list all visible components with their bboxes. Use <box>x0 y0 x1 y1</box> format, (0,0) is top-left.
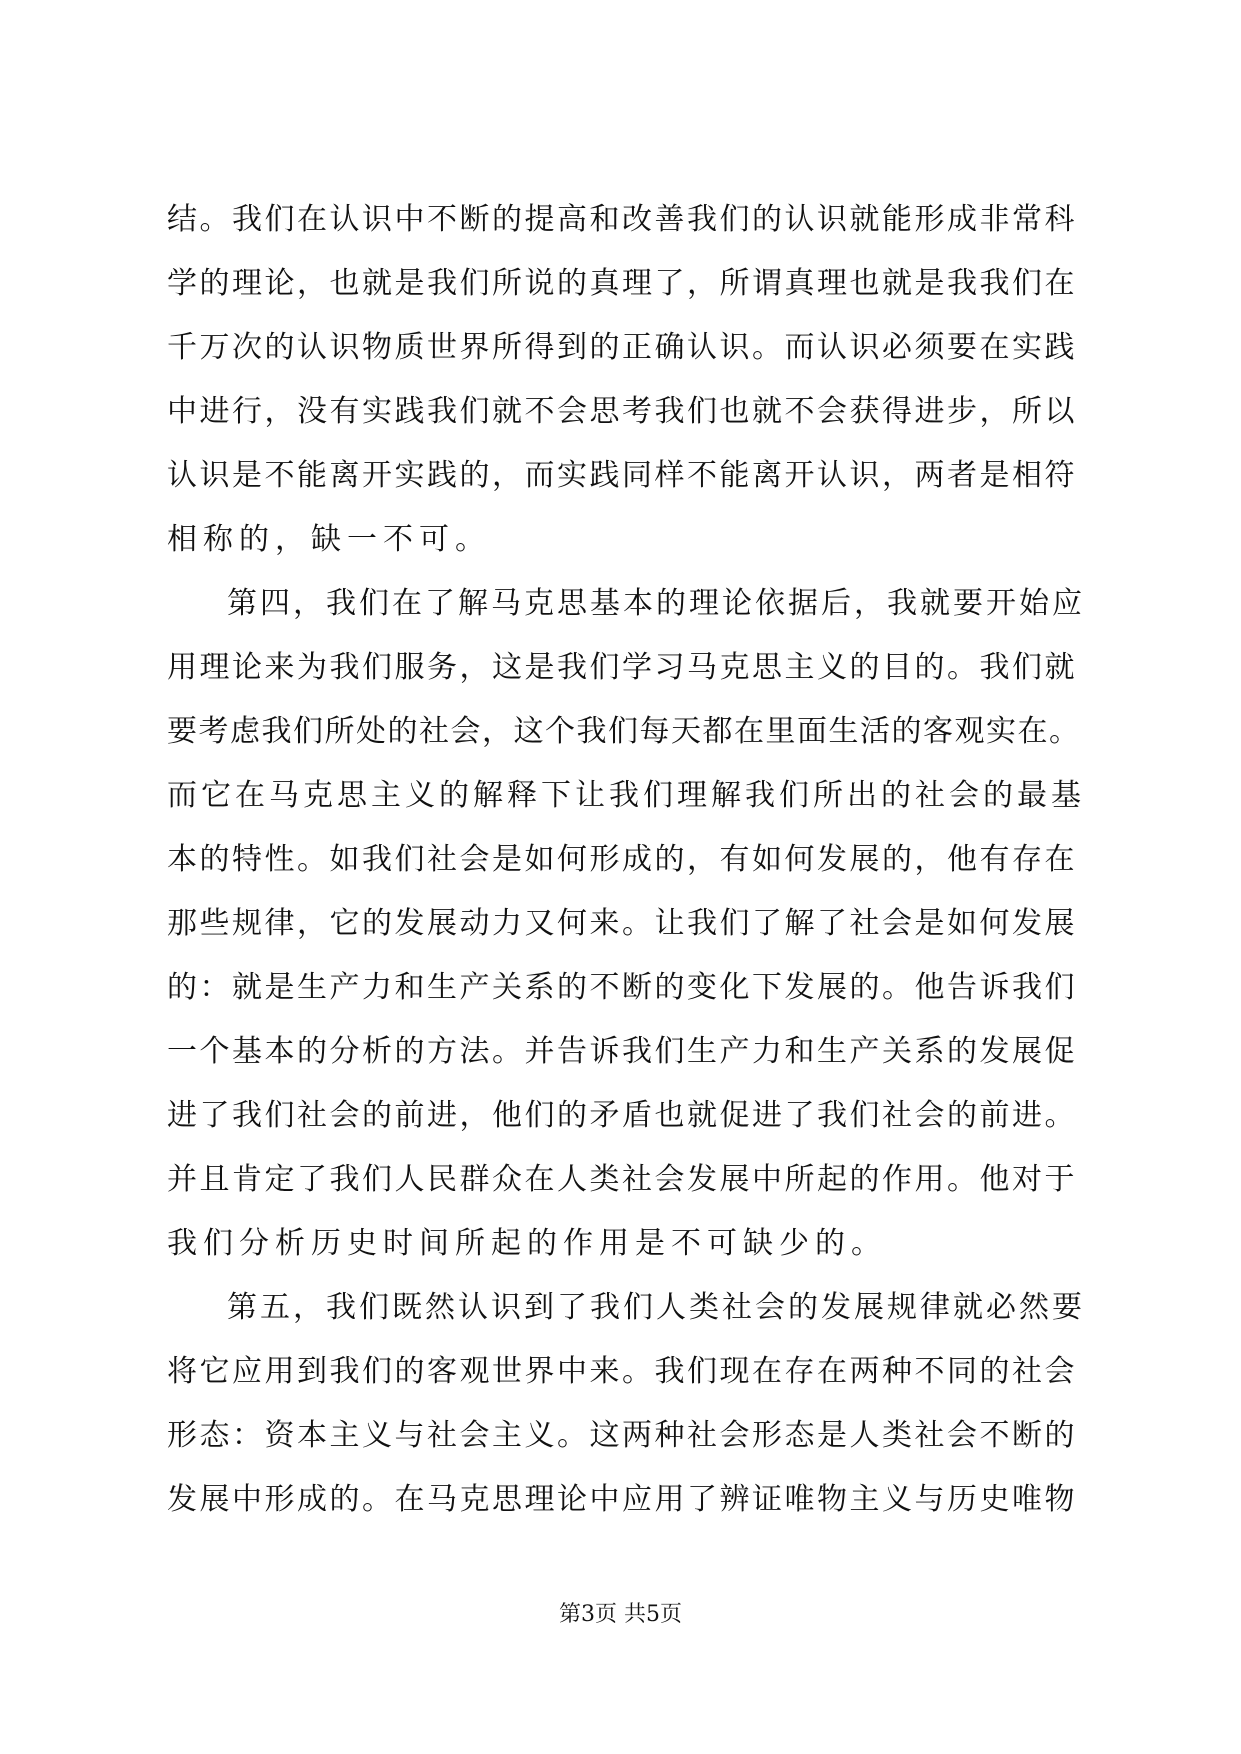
body-text-line: 本的特性。如我们社会是如何形成的，有如何发展的，他有存在 <box>167 842 1077 877</box>
body-text-line: 并且肯定了我们人民群众在人类社会发展中所起的作用。他对于 <box>167 1162 1077 1197</box>
body-text-line: 将它应用到我们的客观世界中来。我们现在存在两种不同的社会 <box>167 1354 1077 1389</box>
body-text-line: 相称的，缺一不可。 <box>167 522 491 557</box>
body-text-line: 结。我们在认识中不断的提高和改善我们的认识就能形成非常科 <box>167 202 1077 237</box>
body-text-line: 一个基本的分析的方法。并告诉我们生产力和生产关系的发展促 <box>167 1034 1077 1069</box>
body-text-line: 我们分析历史时间所起的作用是不可缺少的。 <box>167 1226 887 1261</box>
body-text-line: 的：就是生产力和生产关系的不断的变化下发展的。他告诉我们 <box>167 970 1077 1005</box>
page-footer: 第3页 共5页 <box>559 1602 682 1627</box>
body-text-line: 认识是不能离开实践的，而实践同样不能离开认识，两者是相符 <box>167 458 1077 493</box>
body-text-line: 要考虑我们所处的社会，这个我们每天都在里面生活的客观实在。 <box>167 714 1081 749</box>
body-text-line: 而它在马克思主义的解释下让我们理解我们所出的社会的最基 <box>167 778 1085 813</box>
paragraph-start-line: 第五，我们既然认识到了我们人类社会的发展规律就必然要 <box>227 1290 1085 1325</box>
body-text-line: 形态：资本主义与社会主义。这两种社会形态是人类社会不断的 <box>167 1418 1077 1453</box>
body-text-line: 发展中形成的。在马克思理论中应用了辨证唯物主义与历史唯物 <box>167 1482 1077 1517</box>
body-text-line: 学的理论，也就是我们所说的真理了，所谓真理也就是我我们在 <box>167 266 1077 301</box>
body-text-line: 千万次的认识物质世界所得到的正确认识。而认识必须要在实践 <box>167 330 1077 365</box>
body-text-line: 用理论来为我们服务，这是我们学习马克思主义的目的。我们就 <box>167 650 1077 685</box>
body-text-line: 进了我们社会的前进，他们的矛盾也就促进了我们社会的前进。 <box>167 1098 1077 1133</box>
paragraph-start-line: 第四，我们在了解马克思基本的理论依据后，我就要开始应 <box>227 586 1085 621</box>
body-text-line: 中进行，没有实践我们就不会思考我们也就不会获得进步，所以 <box>167 394 1077 429</box>
body-text-line: 那些规律，它的发展动力又何来。让我们了解了社会是如何发展 <box>167 906 1077 941</box>
